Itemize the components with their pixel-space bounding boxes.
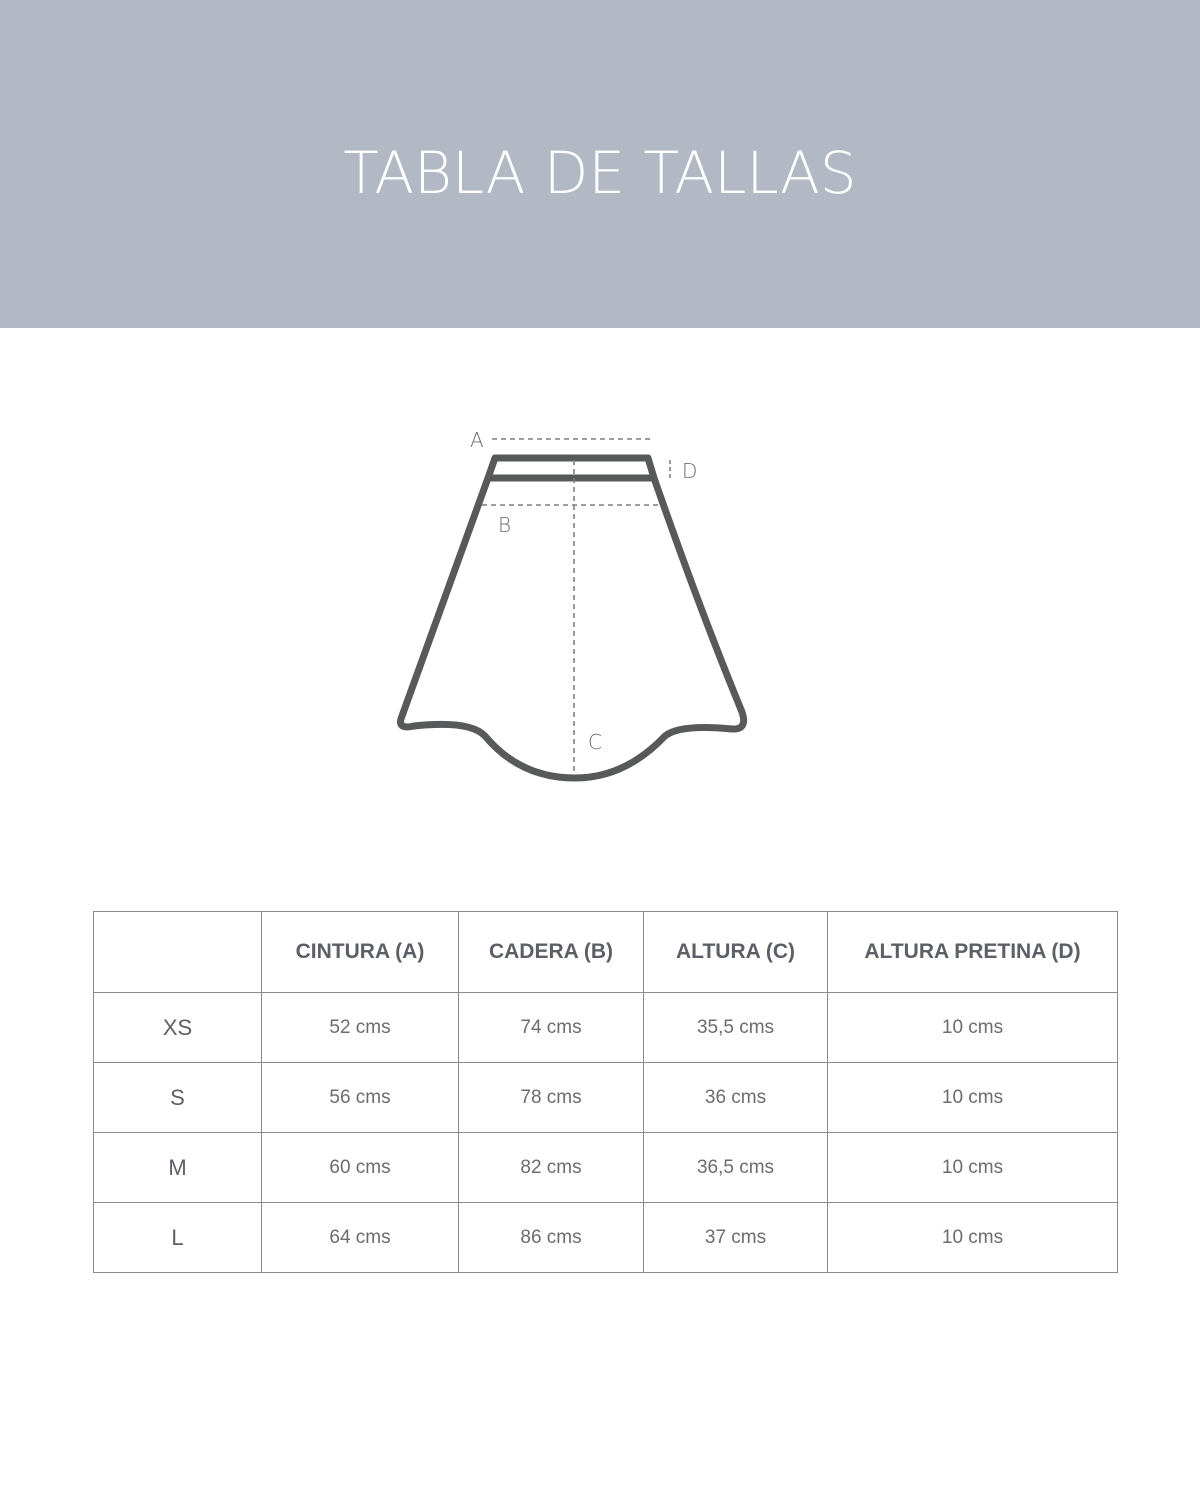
- header-altura: ALTURA (C): [644, 912, 828, 993]
- header-empty: [94, 912, 262, 993]
- cadera-value: 82 cms: [459, 1133, 644, 1203]
- pretina-value: 10 cms: [828, 1203, 1118, 1273]
- table-row: [94, 1133, 1118, 1203]
- skirt-measurement-diagram: [380, 420, 780, 800]
- cadera-value: 78 cms: [459, 1063, 644, 1133]
- skirt-outline: [401, 478, 744, 778]
- table-row: [94, 1063, 1118, 1133]
- size-label: M: [94, 1133, 262, 1203]
- cintura-value: 60 cms: [262, 1133, 459, 1203]
- header-banner: [0, 0, 1200, 328]
- label-d: D: [682, 459, 698, 483]
- header-cadera: CADERA (B): [459, 912, 644, 993]
- cadera-value: 74 cms: [459, 993, 644, 1063]
- label-c: C: [588, 730, 602, 754]
- table-row: [94, 1203, 1118, 1273]
- pretina-value: 10 cms: [828, 1133, 1118, 1203]
- size-table: [93, 911, 1118, 1273]
- label-b: B: [498, 513, 512, 537]
- page-title: TABLA DE TALLAS: [343, 139, 857, 207]
- altura-value: 37 cms: [644, 1203, 828, 1273]
- altura-value: 36 cms: [644, 1063, 828, 1133]
- cadera-value: 86 cms: [459, 1203, 644, 1273]
- table-row: [94, 993, 1118, 1063]
- pretina-value: 10 cms: [828, 993, 1118, 1063]
- altura-value: 36,5 cms: [644, 1133, 828, 1203]
- skirt-waistband: [488, 458, 654, 478]
- header-altura-pretina: ALTURA PRETINA (D): [828, 912, 1118, 993]
- cintura-value: 64 cms: [262, 1203, 459, 1273]
- table-header-row: [94, 912, 1118, 993]
- size-label: S: [94, 1063, 262, 1133]
- pretina-value: 10 cms: [828, 1063, 1118, 1133]
- cintura-value: 56 cms: [262, 1063, 459, 1133]
- size-label: XS: [94, 993, 262, 1063]
- header-cintura: CINTURA (A): [262, 912, 459, 993]
- altura-value: 35,5 cms: [644, 993, 828, 1063]
- size-label: L: [94, 1203, 262, 1273]
- label-a: A: [470, 428, 484, 452]
- cintura-value: 52 cms: [262, 993, 459, 1063]
